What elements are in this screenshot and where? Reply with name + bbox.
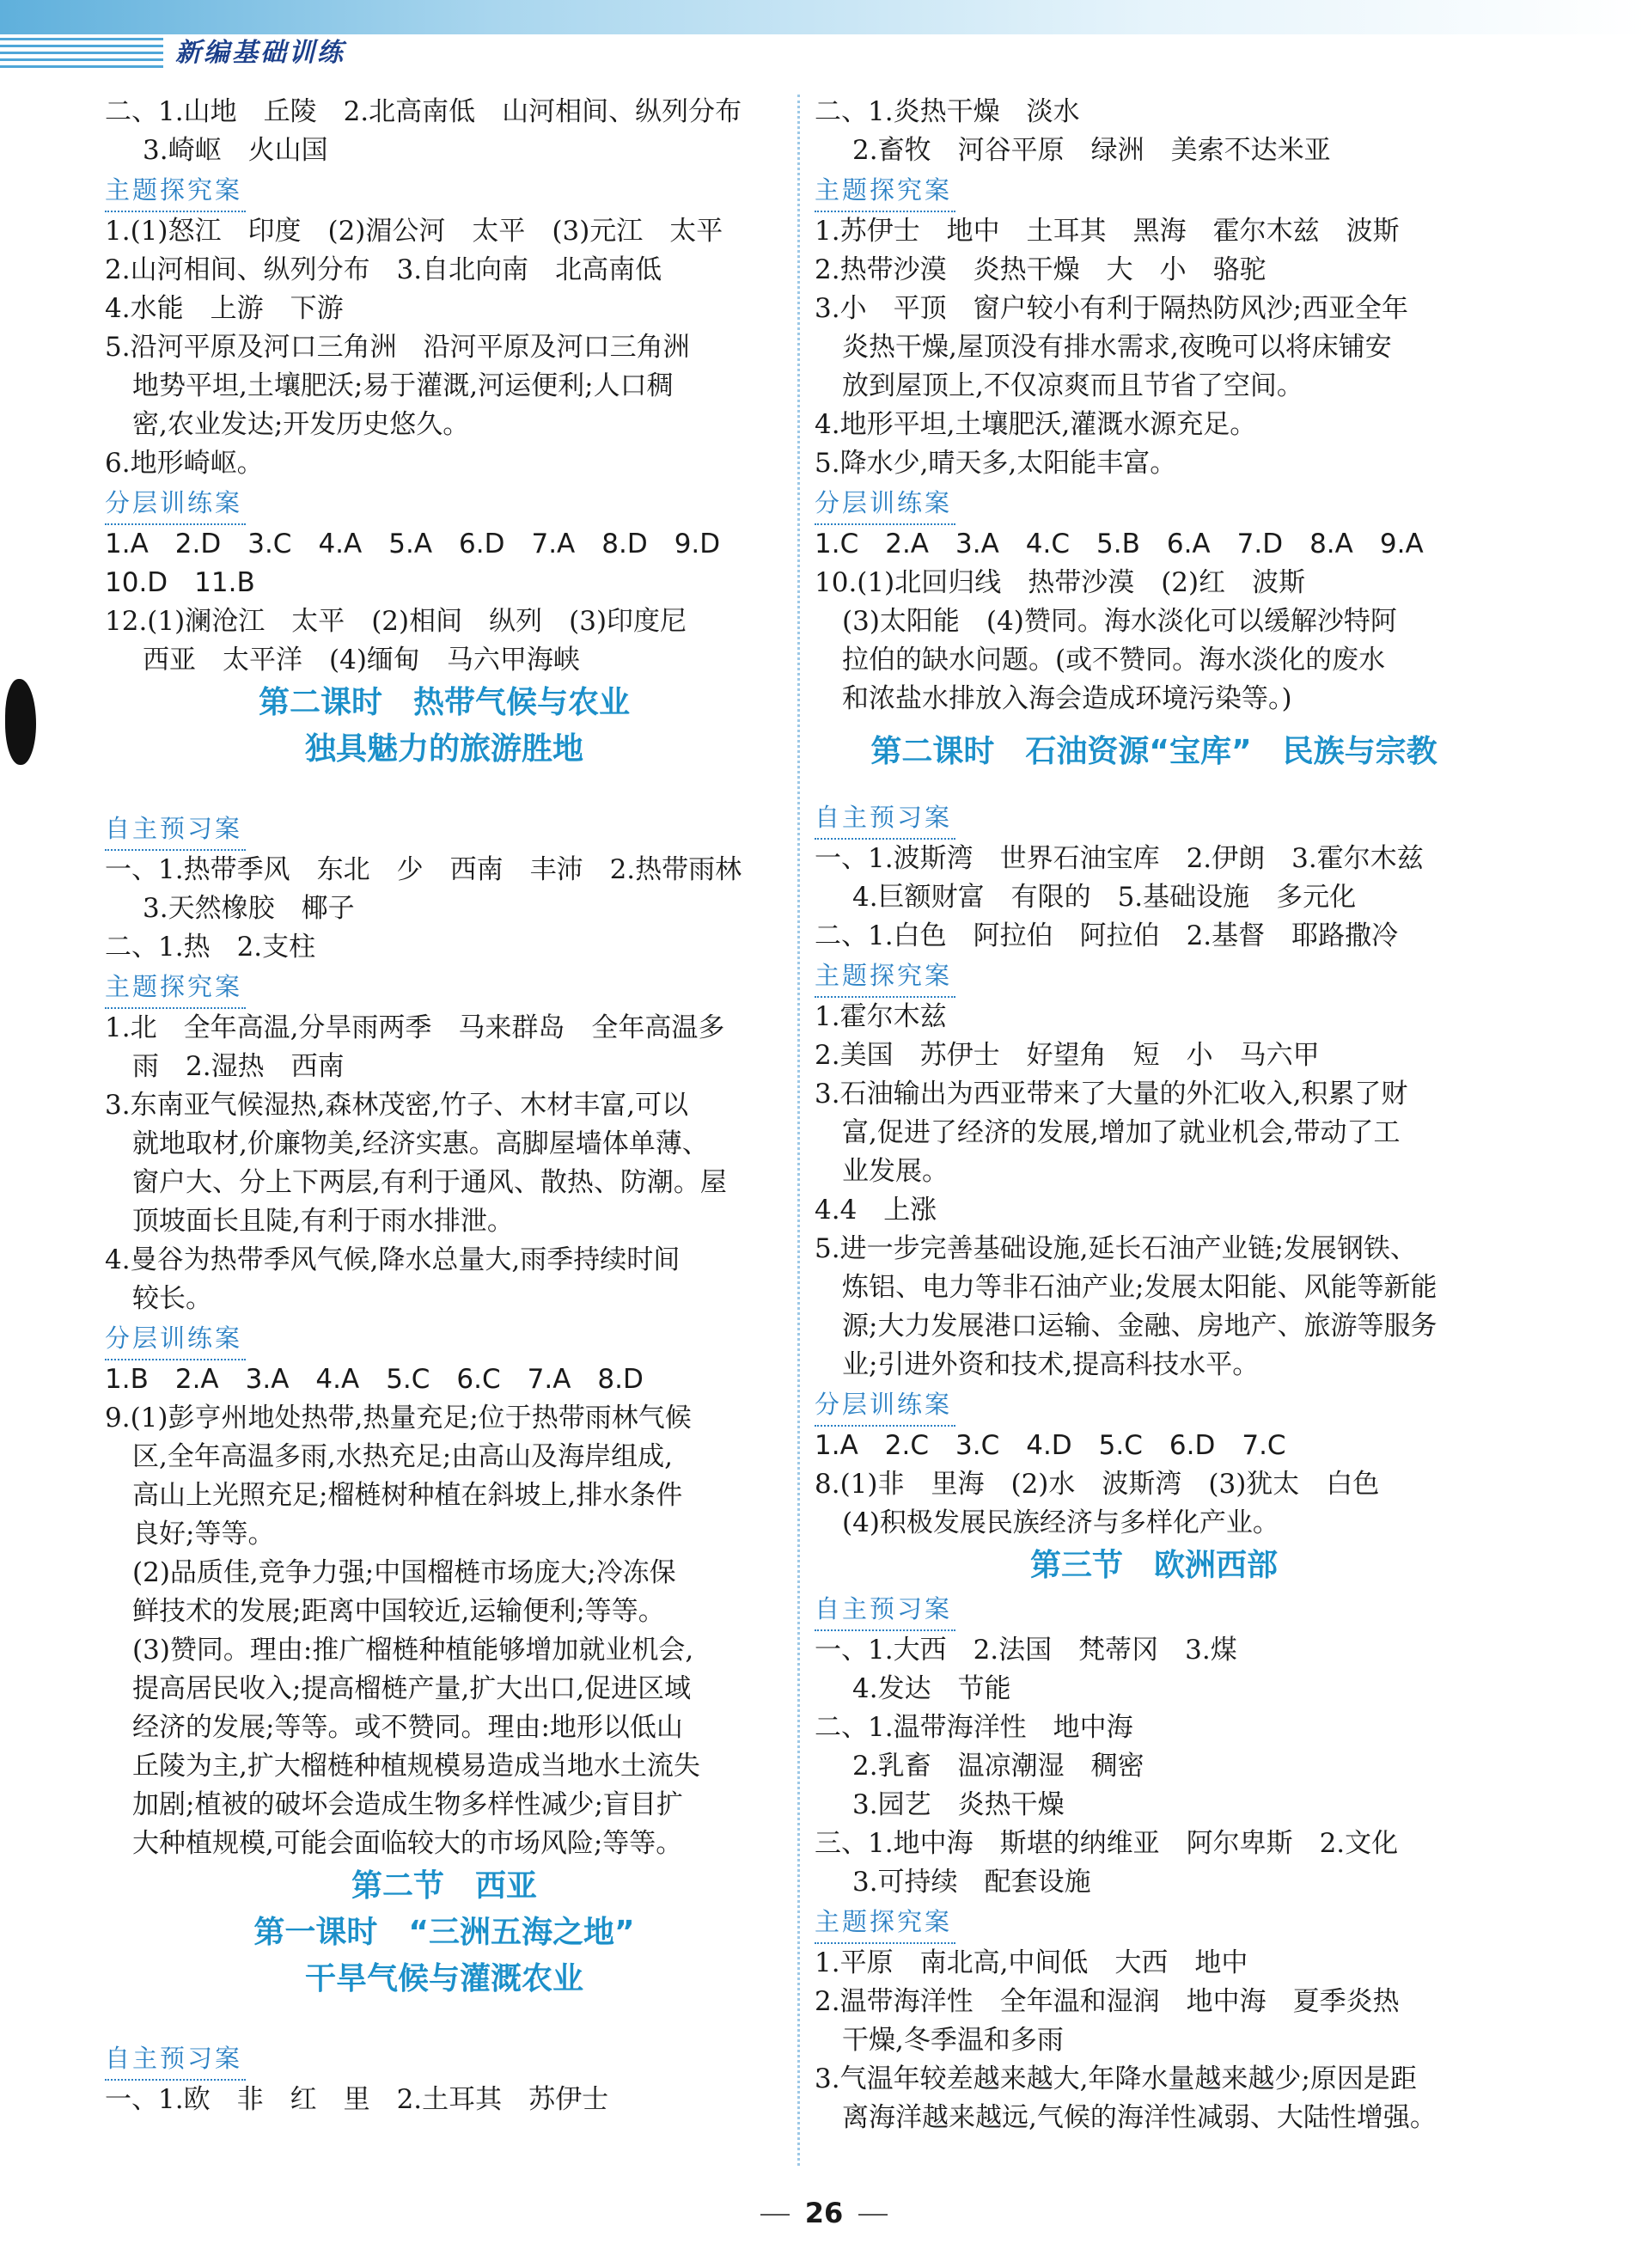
section-tag-row [105, 809, 784, 851]
answer-line: 一、1.波斯湾 世界石油宝库 2.伊朗 3.霍尔木兹 [815, 843, 1424, 874]
answer-line: 2.美国 苏伊士 好望角 短 小 马六甲 [815, 1040, 1320, 1071]
answer-line: 拉伯的缺水问题。(或不赞同。海水淡化的废水 [842, 645, 1386, 676]
answer-line: 1.C 2.A 3.A 4.C 5.B 6.A 7.D 8.A 9.A [815, 529, 1424, 559]
answer-line: 丘陵为主,扩大榴梿种植规模易造成当地水土流失 [132, 1751, 700, 1782]
section-tag: 自主预习案 [815, 1589, 955, 1631]
section-tag-row [105, 1318, 784, 1360]
answer-line: 12.(1)澜沧江 太平 (2)相间 纵列 (3)印度尼 [105, 606, 687, 637]
answer-line: 3.气温年较差越来越大,年降水量越来越少;原因是距 [815, 2063, 1417, 2094]
answer-line: 3.崎岖 火山国 [143, 135, 328, 166]
answer-line: 4.水能 上游 下游 [105, 293, 344, 324]
answer-line: 2.热带沙漠 炎热干燥 大 小 骆驼 [815, 254, 1267, 285]
section-tag-row [815, 483, 1493, 525]
answer-line: 一、1.欧 非 红 里 2.土耳其 苏伊士 [105, 2084, 609, 2115]
left-column [105, 93, 784, 2119]
answer-line: 10.(1)北回归线 热带沙漠 (2)红 波斯 [815, 567, 1306, 598]
answer-line: 2.温带海洋性 全年温和湿润 地中海 夏季炎热 [815, 1986, 1400, 2017]
answer-line: 1.(1)怒江 印度 (2)湄公河 太平 (3)元江 太平 [105, 216, 723, 247]
answer-line: 西亚 太平洋 (4)缅甸 马六甲海峡 [143, 645, 580, 676]
section-heading: 第二节 西亚 [351, 1868, 537, 1904]
answer-line: 一、1.热带季风 东北 少 西南 丰沛 2.热带雨林 [105, 854, 742, 885]
spacer [815, 775, 1493, 798]
answer-line: 10.D 11.B [105, 567, 255, 598]
answer-line: 区,全年高温多雨,水热充足;由高山及海岸组成, [132, 1441, 674, 1472]
answer-line: 4.曼谷为热带季风气候,降水总量大,雨季持续时间 [105, 1244, 681, 1275]
answer-line: 2.山河相间、纵列分布 3.自北向南 北高南低 [105, 254, 662, 285]
answer-line: 3.东南亚气候湿热,森林茂密,竹子、木材丰富,可以 [105, 1090, 689, 1121]
answer-line: 2.乳畜 温凉潮湿 稠密 [852, 1751, 1144, 1782]
page-number [0, 2197, 1648, 2229]
section-tag: 主题探究案 [815, 170, 955, 212]
answer-line: 1.平原 南北高,中间低 大西 地中 [815, 1947, 1248, 1978]
answer-line: 二、1.白色 阿拉伯 阿拉伯 2.基督 耶路撒冷 [815, 920, 1399, 951]
section-tag: 自主预习案 [105, 2039, 246, 2081]
answer-line: 雨 2.湿热 西南 [132, 1051, 345, 1082]
section-tag-row [815, 1902, 1493, 1944]
spacer [105, 773, 784, 809]
answer-line: 4.4 上涨 [815, 1195, 937, 1226]
answer-line: 离海洋越来越远,气候的海洋性减弱、大陆性增强。 [842, 2102, 1437, 2133]
answer-line: 放到屋顶上,不仅凉爽而且节省了空间。 [842, 370, 1303, 401]
answer-line: 3.园艺 炎热干燥 [852, 1789, 1065, 1820]
answer-line: 1.B 2.A 3.A 4.A 5.C 6.C 7.A 8.D [105, 1364, 644, 1395]
answer-line: (3)太阳能 (4)赞同。海水淡化可以缓解沙特阿 [842, 606, 1397, 637]
answer-line: 经济的发展;等等。或不赞同。理由:地形以低山 [132, 1712, 683, 1743]
section-tag: 分层训练案 [815, 1385, 955, 1427]
section-tag: 主题探究案 [105, 967, 246, 1009]
answer-line: 二、1.温带海洋性 地中海 [815, 1712, 1133, 1743]
answer-line: 二、1.热 2.支柱 [105, 932, 316, 963]
answer-line: 窗户大、分上下两层,有利于通风、散热、防潮。屋 [132, 1167, 727, 1198]
section-tag-row [815, 170, 1493, 212]
answer-line: 3.小 平顶 窗户较小有利于隔热防风沙;西亚全年 [815, 293, 1409, 324]
section-tag: 自主预习案 [815, 798, 955, 840]
answer-line: 较长。 [132, 1283, 212, 1314]
header-band [0, 0, 1648, 34]
answer-line: 干燥,冬季温和多雨 [842, 2025, 1064, 2056]
section-tag-row [815, 1385, 1493, 1427]
answer-line: 和浓盐水排放入海会造成环境污染等。) [842, 683, 1292, 714]
section-tag: 主题探究案 [105, 170, 246, 212]
answer-line: 3.可持续 配套设施 [852, 1867, 1091, 1898]
answer-line: 1.A 2.C 3.C 4.D 5.C 6.D 7.C [815, 1430, 1286, 1461]
answer-line: 6.地形崎岖。 [105, 448, 264, 479]
answer-line: 源;大力发展港口运输、金融、房地产、旅游等服务 [842, 1311, 1437, 1342]
answer-line: 1.霍尔木兹 [815, 1001, 947, 1032]
answer-line: 4.发达 节能 [852, 1673, 1011, 1704]
section-tag: 分层训练案 [815, 483, 955, 525]
section-tag-row [105, 967, 784, 1009]
answer-line: 5.进一步完善基础设施,延长石油产业链;发展钢铁、 [815, 1233, 1417, 1264]
right-column [815, 93, 1493, 2137]
section-tag: 主题探究案 [815, 956, 955, 998]
answer-line: 高山上光照充足;榴梿树种植在斜坡上,排水条件 [132, 1480, 683, 1511]
answer-line: (2)品质佳,竞争力强;中国榴梿市场庞大;冷冻保 [132, 1557, 676, 1588]
answer-line: 3.石油输出为西亚带来了大量的外汇收入,积累了财 [815, 1079, 1408, 1110]
answer-line: 加剧;植被的破坏会造成生物多样性减少;盲目扩 [132, 1789, 683, 1820]
answer-line: 大种植规模,可能会面临较大的市场风险;等等。 [132, 1828, 683, 1859]
answer-line: 提高居民收入;提高榴梿产量,扩大出口,促进区域 [132, 1673, 692, 1704]
header-decoration [0, 38, 163, 70]
answer-line: 炼铝、电力等非石油产业;发展太阳能、风能等新能 [842, 1272, 1437, 1303]
answer-line: 5.沿河平原及河口三角洲 沿河平原及河口三角洲 [105, 332, 690, 363]
answer-line: 业;引进外资和技术,提高科技水平。 [842, 1349, 1260, 1380]
spacer [105, 2002, 784, 2039]
section-heading: 第二课时 石油资源“宝库” 民族与宗教 [870, 734, 1437, 769]
section-tag-row [815, 1589, 1493, 1631]
section-heading: 干旱气候与灌溉农业 [304, 1961, 583, 1996]
section-heading: 第三节 欧洲西部 [1029, 1548, 1278, 1583]
answer-line: 三、1.地中海 斯堪的纳维亚 阿尔卑斯 2.文化 [815, 1828, 1399, 1859]
answer-line: 就地取材,价廉物美,经济实惠。高脚屋墙体单薄、 [132, 1128, 709, 1159]
answer-line: 3.天然橡胶 椰子 [143, 893, 355, 924]
answer-line: 8.(1)非 里海 (2)水 波斯湾 (3)犹太 白色 [815, 1469, 1380, 1500]
section-heading: 独具魅力的旅游胜地 [304, 731, 583, 767]
answer-line: 良好;等等。 [132, 1519, 275, 1550]
answer-line: (4)积极发展民族经济与多样化产业。 [842, 1507, 1279, 1538]
answer-line: 1.北 全年高温,分旱雨两季 马来群岛 全年高温多 [105, 1012, 725, 1043]
answer-line: 二、1.炎热干燥 淡水 [815, 96, 1080, 127]
answer-line: 富,促进了经济的发展,增加了就业机会,带动了工 [842, 1117, 1401, 1148]
answer-line: 9.(1)彭亨州地处热带,热量充足;位于热带雨林气候 [105, 1403, 692, 1434]
section-heading: 第二课时 热带气候与农业 [258, 685, 630, 720]
answer-line: 4.地形平坦,土壤肥沃,灌溉水源充足。 [815, 409, 1257, 440]
answer-line: 炎热干燥,屋顶没有排水需求,夜晚可以将床铺安 [842, 332, 1392, 363]
header-title: 新编基础训练 [175, 38, 345, 68]
section-tag-row [105, 483, 784, 525]
spacer [815, 718, 1493, 729]
section-tag: 分层训练案 [105, 1318, 246, 1360]
answer-line: 4.巨额财富 有限的 5.基础设施 多元化 [852, 882, 1357, 913]
answer-line: 1.A 2.D 3.C 4.A 5.A 6.D 7.A 8.D 9.D [105, 529, 721, 559]
section-tag: 主题探究案 [815, 1902, 955, 1944]
section-tag-row [105, 2039, 784, 2081]
page-number-text: 26 [804, 2197, 844, 2229]
answer-line: (3)赞同。理由:推广榴梿种植能够增加就业机会, [132, 1635, 694, 1666]
section-tag-row [105, 170, 784, 212]
section-tag-row [815, 956, 1493, 998]
answer-line: 2.畜牧 河谷平原 绿洲 美索不达米亚 [852, 135, 1331, 166]
answer-line: 1.苏伊士 地中 土耳其 黑海 霍尔木兹 波斯 [815, 216, 1400, 247]
answer-line: 二、1.山地 丘陵 2.北高南低 山河相间、纵列分布 [105, 96, 742, 127]
answer-line: 鲜技术的发展;距离中国较近,运输便利;等等。 [132, 1596, 665, 1627]
answer-line: 密,农业发达;开发历史悠久。 [132, 409, 470, 440]
answer-line: 一、1.大西 2.法国 梵蒂冈 3.煤 [815, 1635, 1237, 1666]
section-tag: 自主预习案 [105, 809, 246, 851]
ink-blot [5, 679, 36, 765]
column-divider [797, 95, 800, 2166]
answer-line: 业发展。 [842, 1156, 949, 1187]
section-tag: 分层训练案 [105, 483, 246, 525]
section-heading: 第一课时 “三洲五海之地” [253, 1915, 635, 1950]
answer-line: 地势平坦,土壤肥沃;易于灌溉,河运便利;人口稠 [132, 370, 674, 401]
section-tag-row [815, 798, 1493, 840]
answer-line: 顶坡面长且陡,有利于雨水排泄。 [132, 1206, 514, 1237]
answer-line: 5.降水少,晴天多,太阳能丰富。 [815, 448, 1177, 479]
